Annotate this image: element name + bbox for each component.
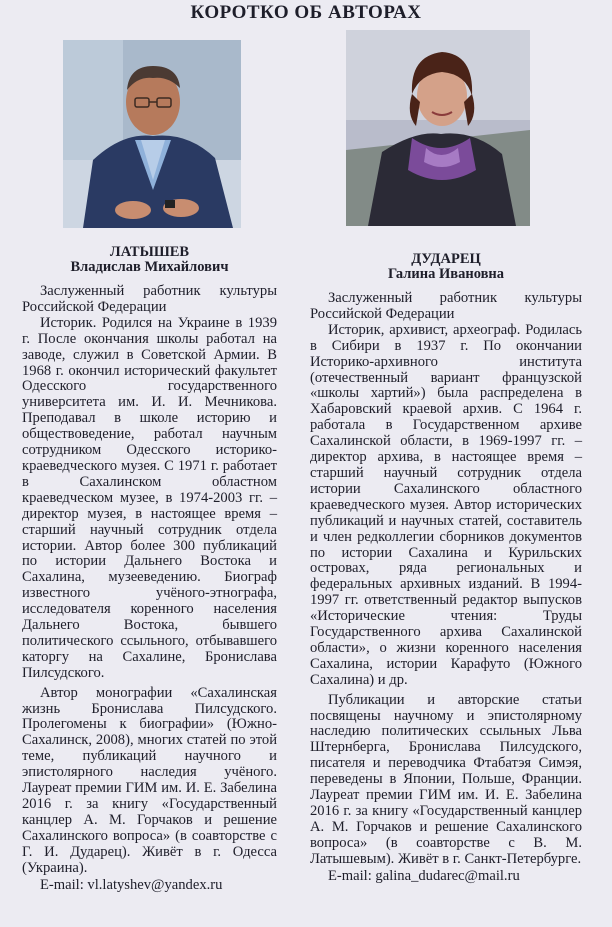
author-bio-dudarec	[310, 291, 582, 884]
author-given-names: Галина Ивановна	[387, 266, 505, 282]
bio-paragraph: Заслуженный работник культуры Российской Федерации	[22, 283, 277, 315]
bio-paragraph: Публикации и авторские статьи посвящены научному и эпистолярному наследию политических ссыльных Льва Штернберга, Бронислава Пилсудского, писателя и переводчика Фтабатэя Симэя, переведены в Японии, Польше, Франции. Лауреат премии ГИМ им. И. Е. Забелина 2016 г. за книгу «Государственный канцлер А. М. Горчаков и решение Сахалинского вопроса» (в соавторстве с В. М. Латышевым). Живёт в г. Санкт-Петербурге.	[310, 691, 582, 867]
bio-paragraph: Автор монографии «Сахалинская жизнь Бронислава Пилсудского. Пролегомены к биографии» (Южно-Сахалинск, 2008), многих статей по этой теме, публикаций научного и эпистолярного наследия учёного. Лауреат премии ГИМ им. И. Е. Забелина 2016 г. за книгу «Государственный канцлер А. М. Горчаков и решение Сахалинского вопроса» (в соавторстве с Г. И. Дударец). Живёт в г. Одесса (Украина).	[22, 684, 277, 876]
bio-paragraph: Заслуженный работник культуры Российской Федерации	[310, 290, 582, 322]
author-photo-latyshev	[63, 40, 241, 228]
author-surname: ЛАТЫШЕВ	[109, 244, 190, 260]
author-heading-latyshev	[22, 245, 277, 275]
portrait-photo-woman-icon	[346, 30, 530, 226]
bio-paragraph: Историк. Родился на Украине в 1939 г. После окончания школы работал на заводе, служил в Советской Армии. В 1968 г. окончил исторический факультет Одесского государственного университета им. И. И. Мечникова. Преподавал в школе историю и обществоведение, работал научным сотрудником Одесского историко-краеведческого музея. С 1971 г. работает в Сахалинском областном краеведческом музее, в 1974-2003 гг. – директор музея, в настоящее время – старший научный сотрудник отдела истории. Автор более 300 публикаций по истории Дальнего Востока и Сахалина, музееведению. Биограф известного учёного-этнографа, исследователя коренного населения Дальнего Востока, бывшего политического ссыльного, отбывавшего каторгу на Сахалине, Бронислава Пилсудского.	[22, 314, 277, 681]
author-photo-dudarec	[346, 30, 530, 226]
email-address[interactable]: E-mail: vl.latyshev@yandex.ru	[40, 876, 223, 893]
portrait-photo-man-icon	[63, 40, 241, 228]
author-heading-dudarec	[310, 252, 582, 282]
author-column-right	[310, 30, 582, 884]
author-column-left	[22, 40, 277, 893]
author-given-names: Владислав Михайлович	[70, 259, 229, 275]
author-surname: ДУДАРЕЦ	[411, 251, 481, 267]
author-bio-latyshev	[22, 284, 277, 893]
bio-paragraph: Историк, архивист, археограф. Родилась в Сибири в 1937 г. По окончании Историко-архивного института (отечественный вариант французской «школы хартий») была распределена в Хабаровский краевой архив. С 1964 г. работала в Государственном архиве Сахалинской области, в 1969-1997 гг. – директор архива, в настоящее время – старший научный сотрудник отдела истории Сахалинского областного краеведческого музея. Автор исторических публикаций и научных статей, составитель и член редколлегии сборников документов по истории Сахалина и Курильских островах, ряда региональных и федеральных архивных изданий. В 1994-1997 гг. ответственный редактор выпусков «Исторические чтения: Труды Государственного архива Сахалинской области», о жизни коренного населения Сахалина, истории Карафуто (Южного Сахалина) и др.	[310, 321, 582, 688]
page-title: КОРОТКО ОБ АВТОРАХ	[190, 2, 422, 23]
email-address[interactable]: E-mail: galina_dudarec@mail.ru	[328, 867, 520, 884]
